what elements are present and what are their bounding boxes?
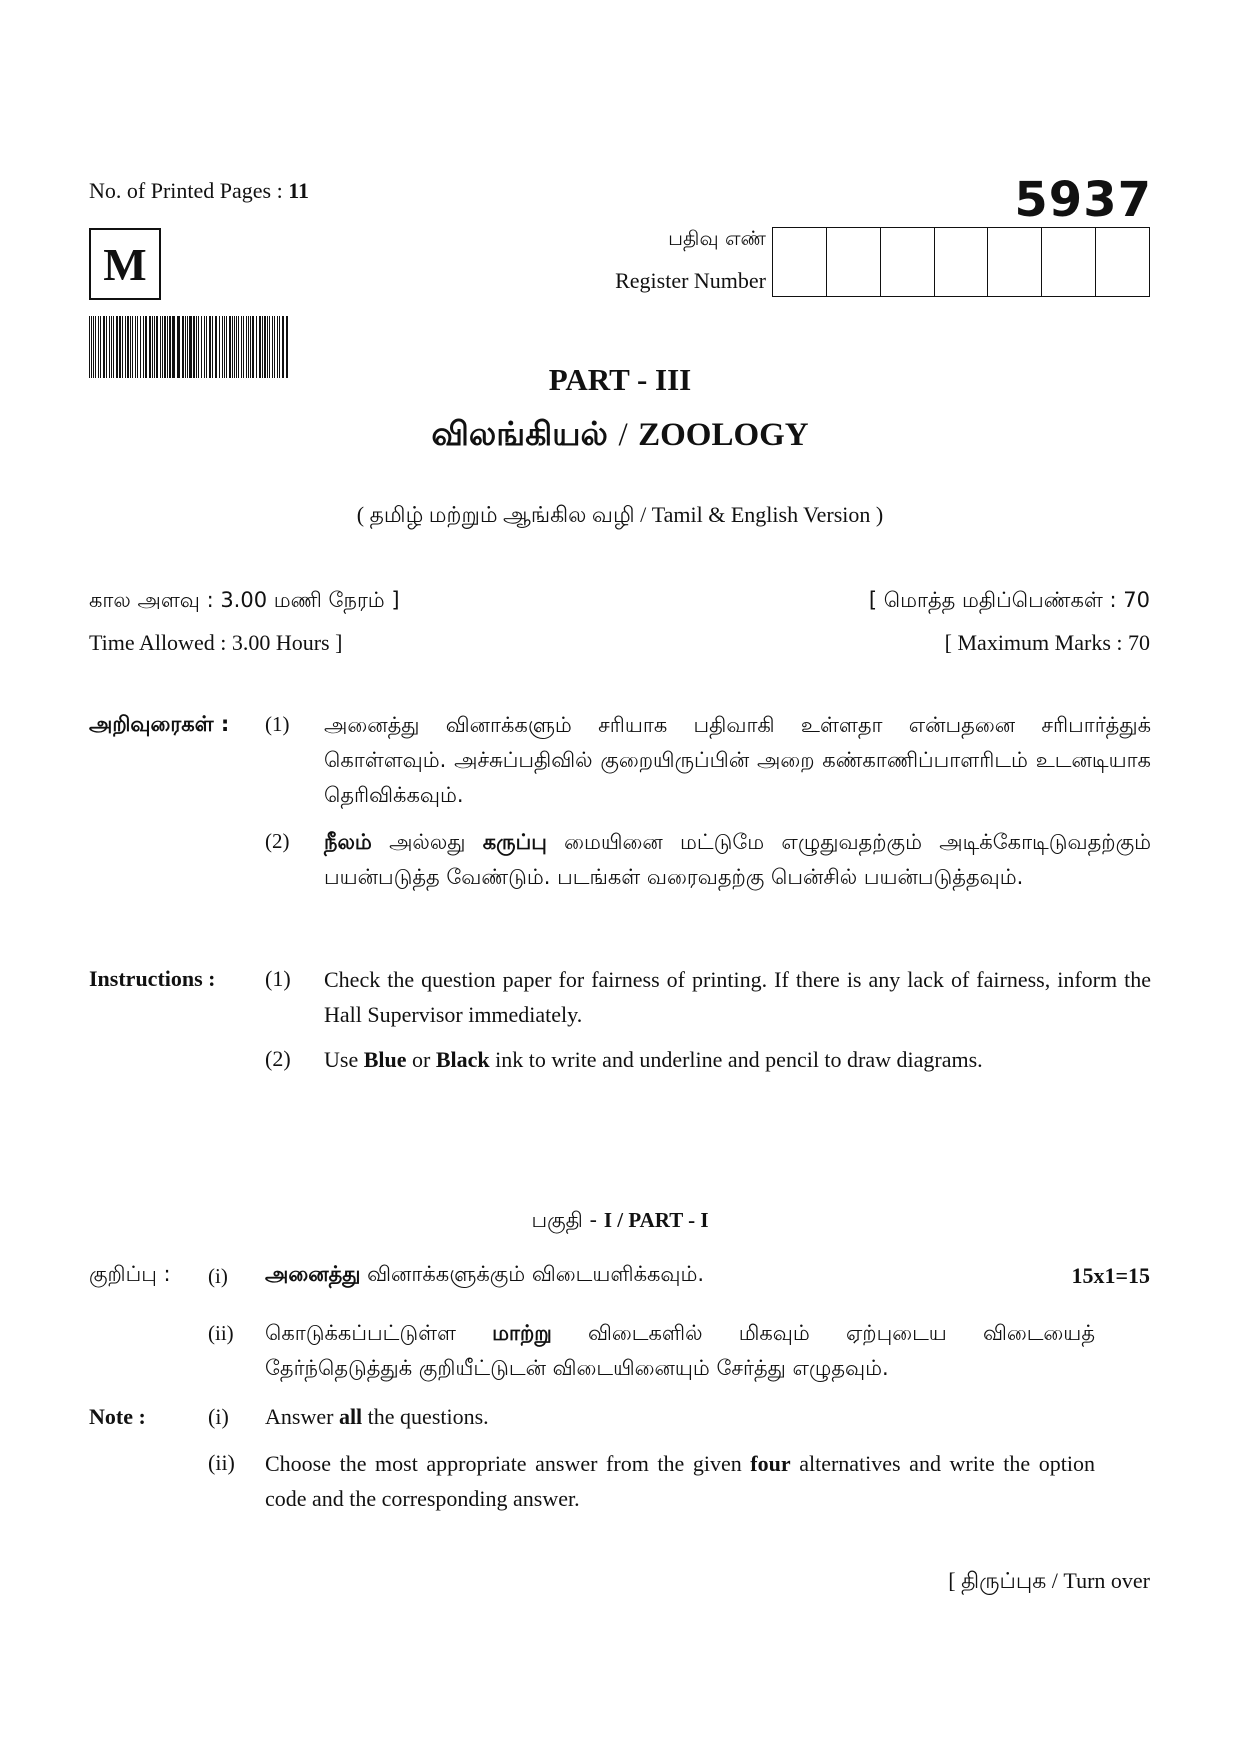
note-english-text xyxy=(265,1446,1095,1516)
note-tamil-label: குறிப்பு : xyxy=(89,1262,171,1286)
part-one-heading-tamil: பகுதி - xyxy=(531,1208,604,1232)
part-one-heading-roman: I xyxy=(603,1208,612,1232)
note-english-number: (i) xyxy=(208,1404,229,1429)
printed-pages-line xyxy=(89,178,309,204)
part-one-heading-english: / PART - I xyxy=(612,1208,709,1232)
instruction-emphasis: Black xyxy=(435,1047,490,1072)
note-emphasis: four xyxy=(750,1451,791,1476)
series-letter-box xyxy=(89,228,161,300)
instruction-fragment: or xyxy=(406,1047,436,1072)
instruction-fragment: அல்லது xyxy=(371,830,483,854)
instructions-tamil-label: அறிவுரைகள் : xyxy=(89,712,230,736)
register-digit-cell[interactable] xyxy=(935,228,989,296)
subject-separator: / xyxy=(618,417,628,453)
part-title: PART - III xyxy=(548,362,692,397)
note-tamil-number: (i) xyxy=(208,1264,228,1288)
instruction-emphasis: கருப்பு xyxy=(482,830,547,854)
register-number-boxes[interactable] xyxy=(772,227,1150,297)
register-label-english: Register Number xyxy=(615,268,766,293)
subject-title xyxy=(0,414,1240,458)
note-emphasis: all xyxy=(338,1404,363,1429)
note-english-number: (ii) xyxy=(208,1450,235,1475)
register-label-tamil: பதிவு எண் xyxy=(668,226,766,250)
instruction-english-text: Check the question paper for fairness of printing. If there is any lack of fairness, inform the Hall Supervisor immediately. xyxy=(324,967,1151,1027)
max-marks-english: [ Maximum Marks : 70 xyxy=(944,630,1150,655)
note-emphasis: மாற்று xyxy=(492,1321,552,1345)
register-digit-cell[interactable] xyxy=(881,228,935,296)
instruction-english-number: (2) xyxy=(265,1046,291,1071)
instruction-emphasis: நீலம் xyxy=(324,830,372,854)
note-emphasis: அனைத்து xyxy=(265,1262,361,1286)
instruction-fragment: மையினை மட்டுமே எழுதுவதற்கும் அடிக்கோடிடுவதற்கும் பயன்படுத்த வேண்டும். படங்கள் வரைவதற்கு பென்சில் பயன்படுத்தவும். xyxy=(324,830,1152,889)
instruction-fragment: ink to write and underline and pencil to draw diagrams. xyxy=(489,1047,983,1072)
note-fragment: Answer xyxy=(265,1404,339,1429)
subject-english: ZOOLOGY xyxy=(638,417,809,453)
medium-version: ( தமிழ் மற்றும் ஆங்கில வழி / Tamil & English Version ) xyxy=(356,502,884,527)
note-fragment: விடைகளில் மிகவும் ஏற்புடைய விடையைத் தேர்ந்தெடுத்துக் குறியீட்டுடன் விடையினையும் சேர்த்து எழுதவும். xyxy=(265,1321,1095,1380)
instructions-english-label: Instructions : xyxy=(89,966,216,991)
max-marks-tamil: [ மொத்த மதிப்பெண்கள் : 70 xyxy=(868,588,1150,612)
note-tamil-text xyxy=(265,1316,1095,1386)
instruction-tamil-text xyxy=(324,825,1151,895)
register-digit-cell[interactable] xyxy=(827,228,881,296)
register-digit-cell[interactable] xyxy=(1096,228,1149,296)
instruction-tamil-text: அனைத்து வினாக்களும் சரியாக பதிவாகி உள்ளதா என்பதனை சரிபார்த்துக் கொள்ளவும். அச்சுப்பதிவில் குறையிருப்பின் அறை கண்காணிப்பாளரிடம் உடனடியாக தெரிவிக்கவும். xyxy=(324,713,1151,807)
duration-english: Time Allowed : 3.00 Hours ] xyxy=(89,630,343,655)
note-tamil-text xyxy=(265,1262,704,1289)
turn-over-note: [ திருப்புக / Turn over xyxy=(948,1568,1150,1593)
note-fragment: the questions. xyxy=(362,1404,489,1429)
paper-code: 5937 xyxy=(1014,172,1152,228)
instruction-english-text xyxy=(324,1042,1151,1077)
part-one-heading xyxy=(0,1208,1240,1235)
printed-pages-label: No. of Printed Pages : xyxy=(89,178,283,203)
marks-scheme: 15x1=15 xyxy=(1071,1263,1150,1288)
printed-pages-value: 11 xyxy=(288,178,309,203)
register-digit-cell[interactable] xyxy=(773,228,827,296)
note-tamil-number: (ii) xyxy=(208,1321,234,1345)
note-fragment: alternatives and write the option code and the corresponding answer. xyxy=(265,1451,1095,1511)
instruction-tamil-number: (2) xyxy=(265,829,290,853)
note-fragment: Choose the most appropriate answer from the given xyxy=(265,1451,751,1476)
register-digit-cell[interactable] xyxy=(988,228,1042,296)
note-fragment: வினாக்களுக்கும் விடையளிக்கவும். xyxy=(360,1262,705,1286)
duration-tamil: கால அளவு : 3.00 மணி நேரம் ] xyxy=(89,588,400,612)
note-english-text xyxy=(265,1404,489,1430)
note-english-label: Note : xyxy=(89,1404,146,1429)
register-digit-cell[interactable] xyxy=(1042,228,1096,296)
instruction-tamil-number: (1) xyxy=(265,712,290,736)
instruction-english-number: (1) xyxy=(265,966,291,991)
instruction-emphasis: Blue xyxy=(363,1047,407,1072)
subject-tamil: விலங்கியல் xyxy=(431,414,608,453)
instruction-fragment: Use xyxy=(324,1047,364,1072)
series-letter: M xyxy=(103,238,147,290)
note-fragment: கொடுக்கப்பட்டுள்ள xyxy=(265,1321,493,1345)
